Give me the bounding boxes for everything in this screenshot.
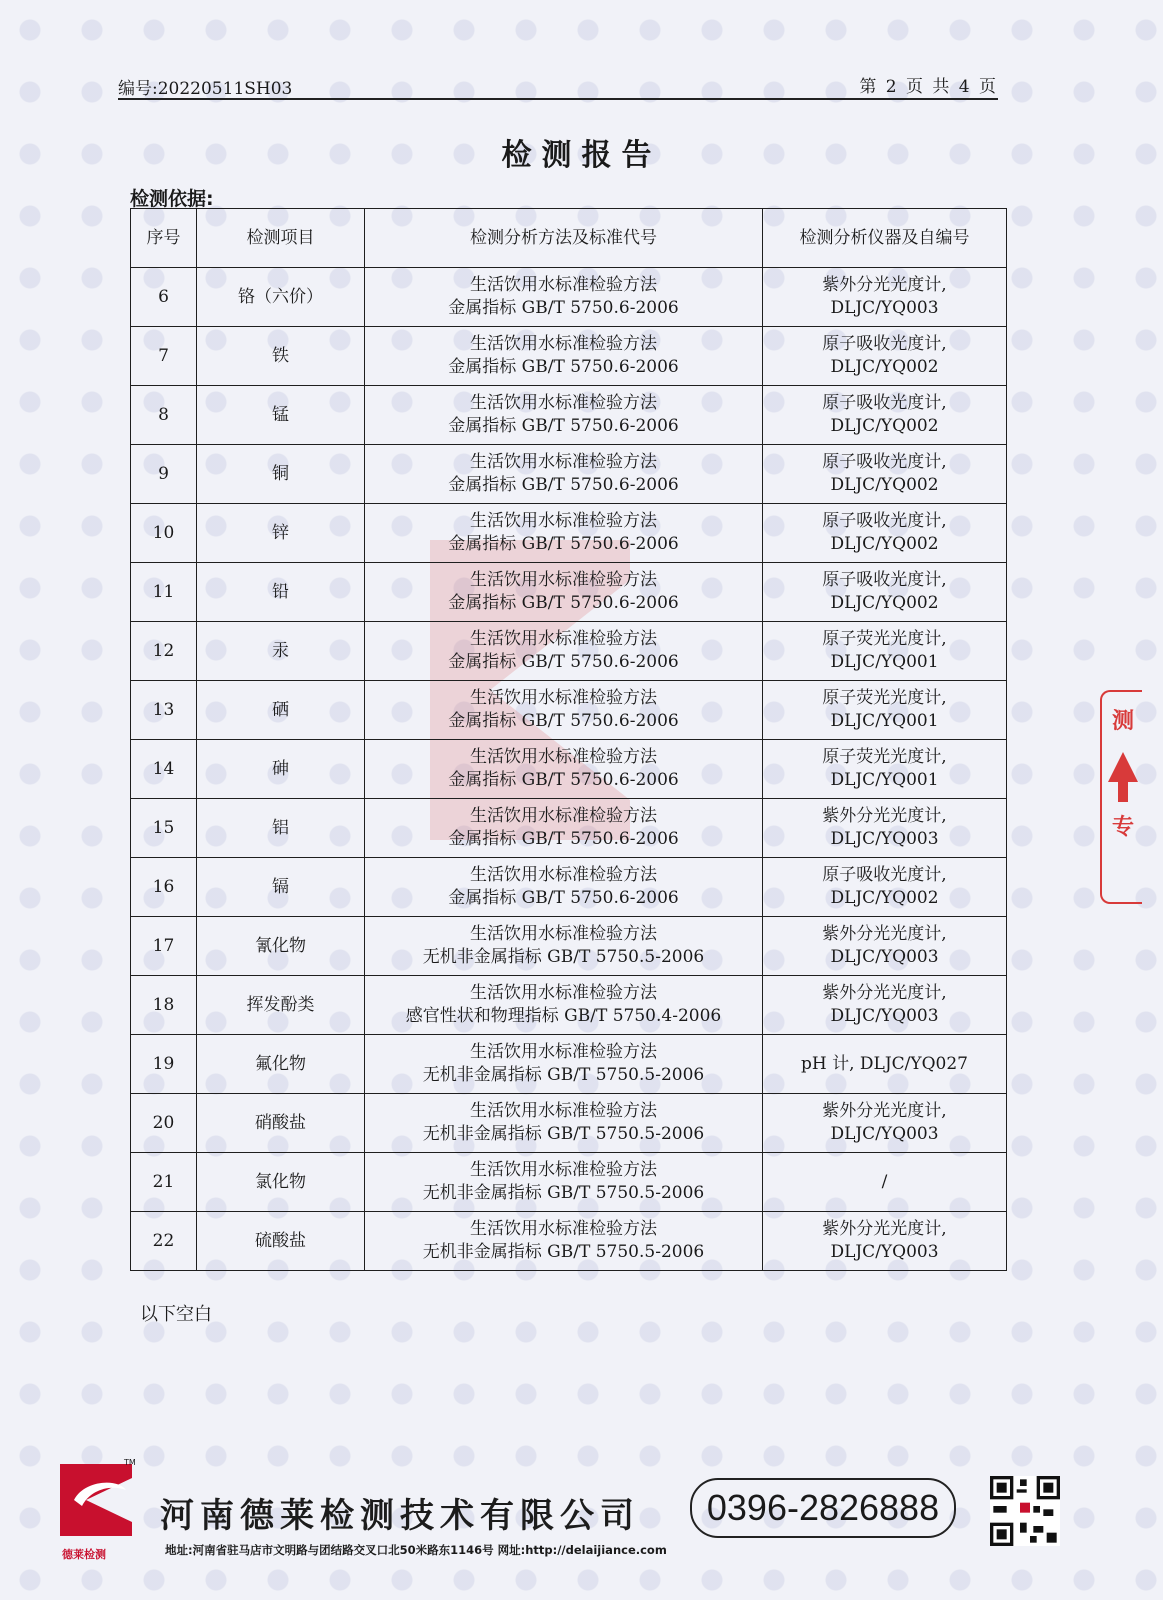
instrument-line-2: DLJC/YQ001 (830, 652, 939, 672)
instrument-line-1: 紫外分光光度计, (822, 983, 947, 1003)
cell-serial-no: 8 (131, 386, 197, 445)
header-instrument: 检测分析仪器及自编号 (763, 209, 1007, 268)
table-row (131, 740, 1007, 799)
table-row (131, 268, 1007, 327)
instrument-line-2: DLJC/YQ001 (830, 770, 939, 790)
method-line-1: 生活饮用水标准检验方法 (470, 1101, 657, 1121)
cell-method (365, 445, 763, 504)
basis-label: 检测依据: (130, 188, 214, 210)
blank-below-note: 以下空白 (140, 1304, 212, 1325)
cell-instrument (763, 681, 1007, 740)
cell-test-item: 铁 (197, 327, 365, 386)
cell-serial-no: 22 (131, 1212, 197, 1271)
method-line-2: 金属指标 GB/T 5750.6-2006 (448, 416, 679, 436)
table-row (131, 445, 1007, 504)
instrument-line-1: 原子吸收光度计, (822, 393, 947, 413)
method-line-2: 金属指标 GB/T 5750.6-2006 (448, 770, 679, 790)
method-line-2: 无机非金属指标 GB/T 5750.5-2006 (422, 1065, 705, 1085)
cell-serial-no: 17 (131, 917, 197, 976)
method-line-2: 金属指标 GB/T 5750.6-2006 (448, 593, 679, 613)
table-row (131, 1094, 1007, 1153)
method-line-2: 金属指标 GB/T 5750.6-2006 (448, 475, 679, 495)
cell-test-item: 硫酸盐 (197, 1212, 365, 1271)
method-line-1: 生活饮用水标准检验方法 (470, 806, 657, 826)
cell-test-item: 锰 (197, 386, 365, 445)
instrument-line-2: DLJC/YQ002 (830, 888, 939, 908)
instrument-line-1: 原子吸收光度计, (822, 570, 947, 590)
cell-serial-no: 9 (131, 445, 197, 504)
cell-instrument (763, 740, 1007, 799)
instrument-line-1: / (881, 1171, 888, 1192)
seal-char-2: 专 (1112, 815, 1135, 840)
instrument-line-1: pH 计, DLJC/YQ027 (801, 1053, 968, 1074)
cell-method (365, 976, 763, 1035)
method-line-1: 生活饮用水标准检验方法 (470, 275, 657, 295)
cell-instrument (763, 1153, 1007, 1212)
cell-serial-no: 20 (131, 1094, 197, 1153)
side-seal-stamp (1100, 690, 1142, 904)
cell-instrument (763, 563, 1007, 622)
cell-test-item: 硝酸盐 (197, 1094, 365, 1153)
table-row (131, 1212, 1007, 1271)
cell-method (365, 1035, 763, 1094)
cell-serial-no: 10 (131, 504, 197, 563)
cell-test-item: 挥发酚类 (197, 976, 365, 1035)
company-logo (60, 1460, 150, 1560)
instrument-line-2: DLJC/YQ003 (830, 298, 939, 318)
header-test-item: 检测项目 (197, 209, 365, 268)
cell-test-item: 砷 (197, 740, 365, 799)
cell-instrument (763, 1212, 1007, 1271)
instrument-line-2: DLJC/YQ001 (830, 711, 939, 731)
cell-test-item: 氰化物 (197, 917, 365, 976)
method-line-2: 无机非金属指标 GB/T 5750.5-2006 (422, 1124, 705, 1144)
table-row (131, 622, 1007, 681)
method-line-1: 生活饮用水标准检验方法 (470, 983, 657, 1003)
cell-instrument (763, 622, 1007, 681)
instrument-line-1: 紫外分光光度计, (822, 806, 947, 826)
instrument-line-1: 原子荧光光度计, (822, 629, 947, 649)
seal-char-1: 测 (1112, 709, 1135, 734)
cell-method (365, 917, 763, 976)
method-line-1: 生活饮用水标准检验方法 (470, 452, 657, 472)
cell-serial-no: 18 (131, 976, 197, 1035)
instrument-line-2: DLJC/YQ003 (830, 1124, 939, 1144)
method-line-1: 生活饮用水标准检验方法 (470, 393, 657, 413)
table-row (131, 858, 1007, 917)
cell-test-item: 铬（六价） (197, 268, 365, 327)
cell-instrument (763, 917, 1007, 976)
instrument-line-2: DLJC/YQ002 (830, 475, 939, 495)
cell-instrument (763, 976, 1007, 1035)
table-row (131, 327, 1007, 386)
cell-method (365, 563, 763, 622)
table-header-row (131, 209, 1007, 268)
header-method-standard: 检测分析方法及标准代号 (365, 209, 763, 268)
instrument-line-2: DLJC/YQ002 (830, 416, 939, 436)
cell-instrument (763, 268, 1007, 327)
cell-method (365, 1094, 763, 1153)
instrument-line-2: DLJC/YQ003 (830, 829, 939, 849)
company-logo-icon (60, 1460, 132, 1540)
method-line-2: 金属指标 GB/T 5750.6-2006 (448, 534, 679, 554)
table-row (131, 1035, 1007, 1094)
cell-instrument (763, 445, 1007, 504)
method-line-1: 生活饮用水标准检验方法 (470, 511, 657, 531)
logo-caption: 德莱检测 (62, 1548, 106, 1561)
instrument-line-1: 紫外分光光度计, (822, 924, 947, 944)
cell-serial-no: 21 (131, 1153, 197, 1212)
method-line-2: 无机非金属指标 GB/T 5750.5-2006 (422, 1242, 705, 1262)
table-row (131, 1153, 1007, 1212)
method-line-1: 生活饮用水标准检验方法 (470, 334, 657, 354)
qr-code-icon (990, 1476, 1060, 1546)
instrument-line-1: 紫外分光光度计, (822, 275, 947, 295)
cell-instrument (763, 858, 1007, 917)
page-info: 第 2 页 共 4 页 (859, 77, 998, 97)
instrument-line-1: 原子荧光光度计, (822, 688, 947, 708)
cell-test-item: 铅 (197, 563, 365, 622)
instrument-line-1: 原子吸收光度计, (822, 511, 947, 531)
cell-serial-no: 14 (131, 740, 197, 799)
trademark-mark: TM (124, 1458, 136, 1467)
method-line-1: 生活饮用水标准检验方法 (470, 570, 657, 590)
cell-serial-no: 11 (131, 563, 197, 622)
method-line-2: 金属指标 GB/T 5750.6-2006 (448, 888, 679, 908)
cell-instrument (763, 1035, 1007, 1094)
table-row (131, 917, 1007, 976)
instrument-line-2: DLJC/YQ003 (830, 947, 939, 967)
table-row (131, 976, 1007, 1035)
method-line-2: 无机非金属指标 GB/T 5750.5-2006 (422, 947, 705, 967)
report-header (118, 72, 998, 100)
method-line-2: 金属指标 GB/T 5750.6-2006 (448, 652, 679, 672)
instrument-line-2: DLJC/YQ003 (830, 1006, 939, 1026)
cell-method (365, 1153, 763, 1212)
table-body (131, 268, 1007, 1271)
cell-instrument (763, 799, 1007, 858)
instrument-line-2: DLJC/YQ003 (830, 1242, 939, 1262)
method-line-2: 金属指标 GB/T 5750.6-2006 (448, 711, 679, 731)
table-row (131, 504, 1007, 563)
method-line-1: 生活饮用水标准检验方法 (470, 924, 657, 944)
instrument-line-2: DLJC/YQ002 (830, 534, 939, 554)
page-title: 检测报告 (501, 138, 662, 173)
cell-method (365, 681, 763, 740)
cell-test-item: 汞 (197, 622, 365, 681)
cell-test-item: 硒 (197, 681, 365, 740)
cell-test-item: 铜 (197, 445, 365, 504)
method-line-2: 感官性状和物理指标 GB/T 5750.4-2006 (405, 1006, 722, 1026)
cell-serial-no: 7 (131, 327, 197, 386)
method-line-1: 生活饮用水标准检验方法 (470, 629, 657, 649)
cell-method (365, 858, 763, 917)
cell-test-item: 镉 (197, 858, 365, 917)
cell-serial-no: 16 (131, 858, 197, 917)
report-number: 编号:20220511SH03 (118, 79, 293, 99)
instrument-line-1: 紫外分光光度计, (822, 1101, 947, 1121)
phone-number: 0396-2826888 (690, 1478, 956, 1538)
table-row (131, 799, 1007, 858)
instrument-line-1: 原子荧光光度计, (822, 747, 947, 767)
cell-method (365, 622, 763, 681)
method-line-1: 生活饮用水标准检验方法 (470, 1219, 657, 1239)
cell-serial-no: 13 (131, 681, 197, 740)
method-line-1: 生活饮用水标准检验方法 (470, 688, 657, 708)
method-line-1: 生活饮用水标准检验方法 (470, 865, 657, 885)
cell-method (365, 504, 763, 563)
table-row (131, 681, 1007, 740)
instrument-line-1: 原子吸收光度计, (822, 865, 947, 885)
method-line-1: 生活饮用水标准检验方法 (470, 747, 657, 767)
table-row (131, 386, 1007, 445)
instrument-line-2: DLJC/YQ002 (830, 357, 939, 377)
cell-serial-no: 6 (131, 268, 197, 327)
method-line-2: 金属指标 GB/T 5750.6-2006 (448, 357, 679, 377)
instrument-line-1: 原子吸收光度计, (822, 334, 947, 354)
instrument-line-2: DLJC/YQ002 (830, 593, 939, 613)
cell-instrument (763, 386, 1007, 445)
cell-test-item: 氯化物 (197, 1153, 365, 1212)
cell-instrument (763, 327, 1007, 386)
cell-method (365, 740, 763, 799)
cell-instrument (763, 504, 1007, 563)
header-serial-no: 序号 (131, 209, 197, 268)
method-line-1: 生活饮用水标准检验方法 (470, 1042, 657, 1062)
method-line-1: 生活饮用水标准检验方法 (470, 1160, 657, 1180)
method-line-2: 金属指标 GB/T 5750.6-2006 (448, 829, 679, 849)
cell-instrument (763, 1094, 1007, 1153)
method-line-2: 无机非金属指标 GB/T 5750.5-2006 (422, 1183, 705, 1203)
cell-serial-no: 19 (131, 1035, 197, 1094)
instrument-line-1: 紫外分光光度计, (822, 1219, 947, 1239)
seal-arrow-icon (1108, 752, 1138, 802)
table-row (131, 563, 1007, 622)
company-name: 河南德莱检测技术有限公司 (160, 1496, 640, 1536)
cell-serial-no: 12 (131, 622, 197, 681)
cell-method (365, 268, 763, 327)
cell-test-item: 锌 (197, 504, 365, 563)
test-basis-table (130, 208, 1007, 1271)
cell-test-item: 氟化物 (197, 1035, 365, 1094)
cell-method (365, 1212, 763, 1271)
instrument-line-1: 原子吸收光度计, (822, 452, 947, 472)
company-address: 地址:河南省驻马店市文明路与团结路交叉口北50米路东1146号 网址:http://delaijiance.com (165, 1543, 667, 1557)
cell-method (365, 799, 763, 858)
cell-method (365, 386, 763, 445)
cell-method (365, 327, 763, 386)
method-line-2: 金属指标 GB/T 5750.6-2006 (448, 298, 679, 318)
cell-test-item: 铝 (197, 799, 365, 858)
cell-serial-no: 15 (131, 799, 197, 858)
